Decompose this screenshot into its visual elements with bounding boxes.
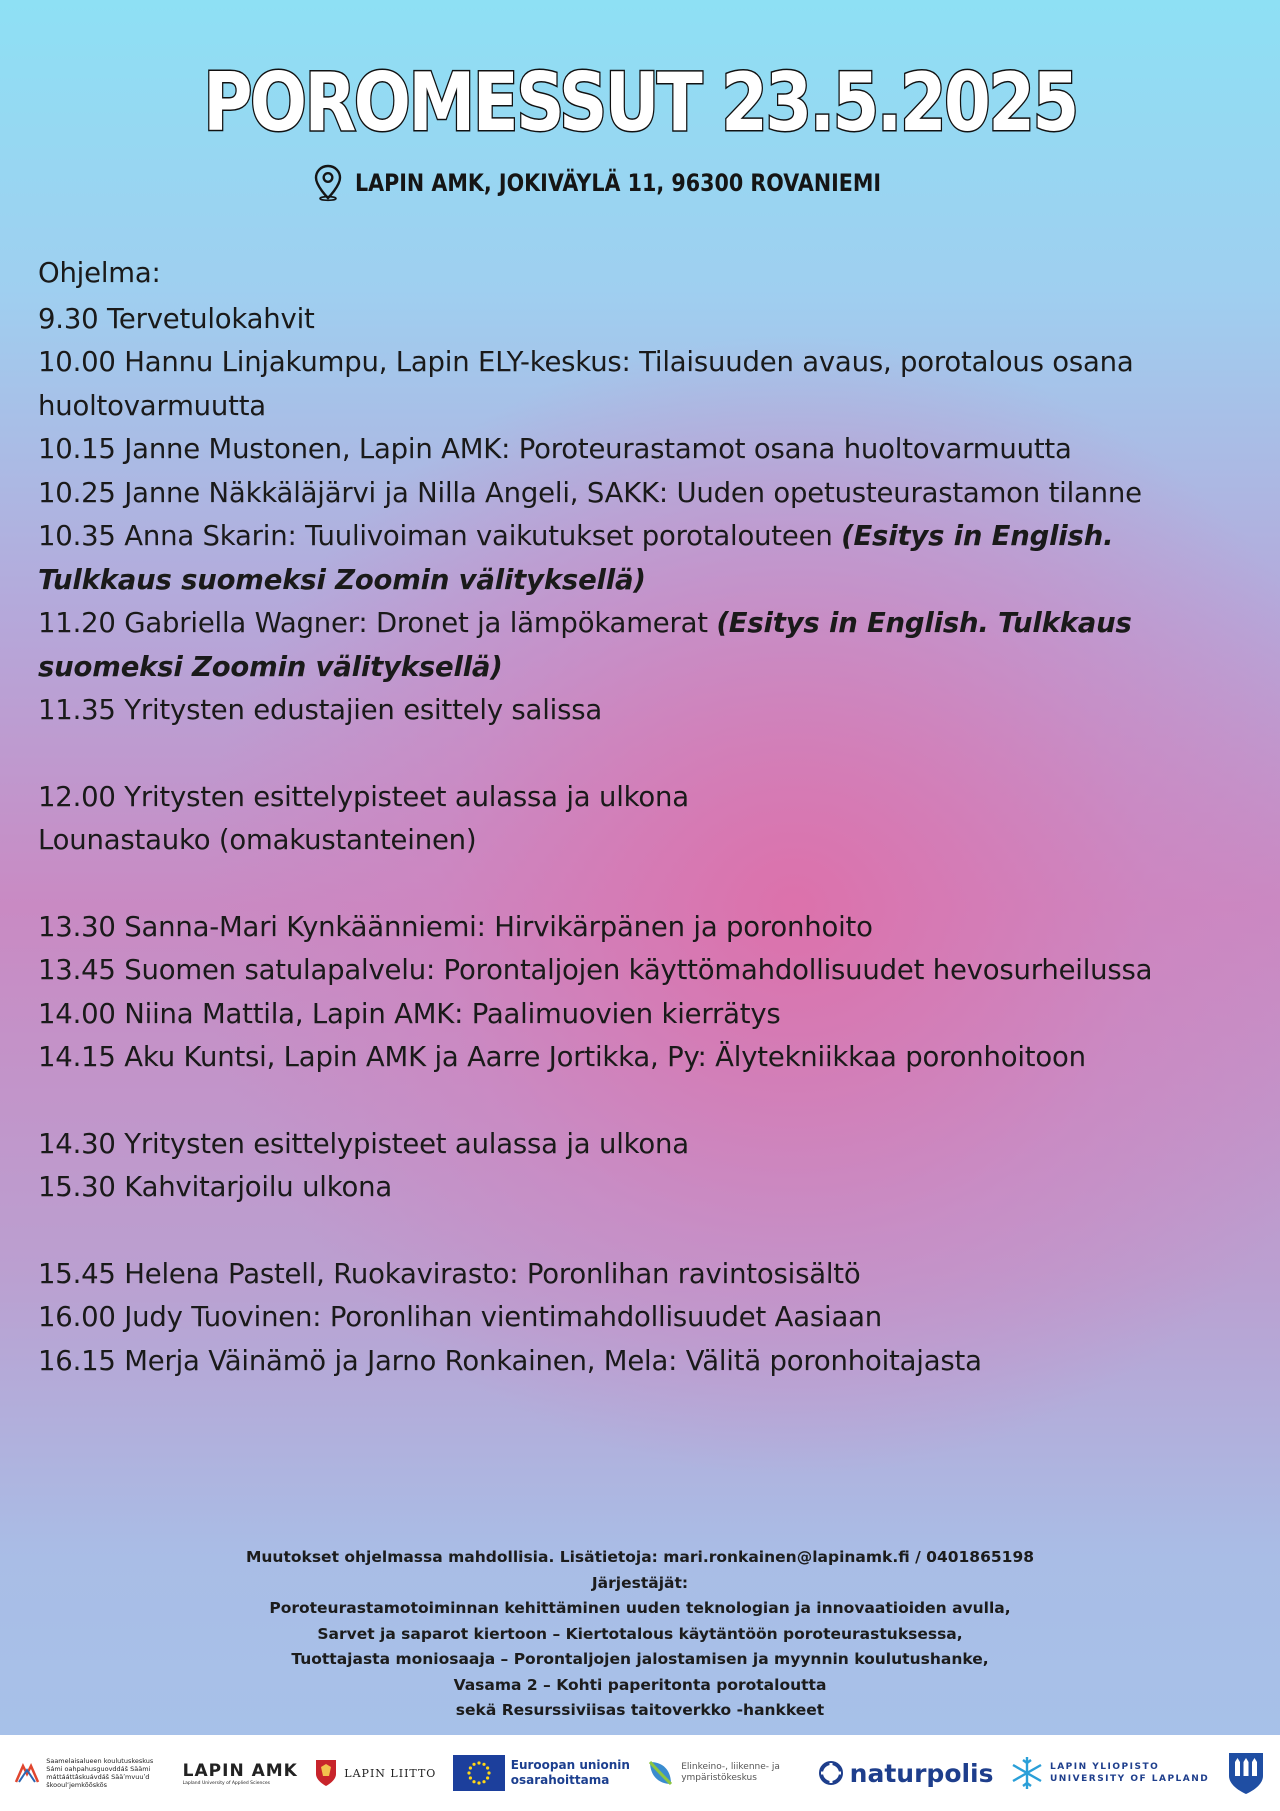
program-item: 13.45 Suomen satulapalvelu: Porontaljojen käyttömahdollisuudet hevosurheilussa xyxy=(38,954,1153,986)
program-item: 15.30 Kahvitarjoilu ulkona xyxy=(38,1171,392,1203)
program-item: Lounastauko (omakustanteinen) xyxy=(38,824,477,856)
program-item: 16.15 Merja Väinämö ja Jarno Ronkainen, Mela: Välitä poronhoitajasta xyxy=(38,1344,982,1377)
lapin-liitto-logo-text: LAPIN LIITTO xyxy=(344,1766,437,1780)
eu-cofunded-logo xyxy=(453,1755,631,1791)
program-item: 13.30 Sanna-Mari Kynkäänniemi: Hirvikärpänen ja poronhoito xyxy=(38,910,873,943)
program-item-text: 11.20 Gabriella Wagner: Dronet ja lämpökamerat xyxy=(38,607,717,639)
program-item: 15.45 Helena Pastell, Ruokavirasto: Poronlihan ravintosisältö xyxy=(38,1257,861,1290)
crest-shield-icon xyxy=(1226,1750,1266,1796)
spacer xyxy=(38,863,1248,906)
coat-of-arms-icon xyxy=(314,1758,338,1788)
program-item: 10.15 Janne Mustonen, Lapin AMK: Poroteurastamot osana huoltovarmuutta xyxy=(38,433,1072,465)
organizers-footer xyxy=(0,1545,1280,1724)
naturpolis-logo-text: naturpolis xyxy=(849,1758,994,1788)
footer-project: Vasama 2 – Kohti paperitonta porotaloutta xyxy=(453,1675,827,1694)
event-location xyxy=(0,164,1280,202)
footer-project: Poroteurastamotoiminnan kehittäminen uuden teknologian ja innovaatioiden avulla, xyxy=(269,1599,1011,1617)
ulapland-logo-text-en: UNIVERSITY OF LAPLAND xyxy=(1049,1774,1210,1784)
program-item: 12.00 Yritysten esittelypisteet aulassa ja ulkona xyxy=(38,780,689,813)
saami-logo-text: Saamelaisalueen koulutuskeskus Sámi oahpahusguovddáš Säämi máttááttâskuávdáš Sääʹmvuuʹd škooulʼjemkõõskõs xyxy=(46,1757,154,1789)
footer-project: Sarvet ja saparot kiertoon – Kiertotalous käytäntöön poroteurastuksessa, xyxy=(317,1624,963,1643)
program-item: 14.30 Yritysten esittelypisteet aulassa ja ulkona xyxy=(38,1127,689,1160)
lapin-amk-logo xyxy=(183,1761,298,1786)
spacer xyxy=(38,733,1248,776)
program-item: 10.00 Hannu Linjakumpu, Lapin ELY-keskus: Tilaisuuden avaus, porotalous osana huoltovarmuutta xyxy=(38,346,1134,422)
municipal-crest-logo xyxy=(1226,1750,1266,1796)
spacer xyxy=(38,1210,1248,1253)
map-pin-icon xyxy=(313,164,343,202)
footer-project: Tuottajasta moniosaaja – Porontaljojen jalostamisen ja myynnin koulutushanke, xyxy=(291,1650,989,1668)
naturpolis-logo xyxy=(818,1759,994,1788)
program-item-text: 10.35 Anna Skarin: Tuulivoiman vaikutukset porotalouteen xyxy=(38,520,842,552)
saami-mark-icon xyxy=(14,1762,40,1784)
snowflake-icon xyxy=(1010,1754,1044,1792)
ulapland-logo-text-fi: LAPIN YLIOPISTO xyxy=(1049,1762,1160,1772)
ely-leaf-icon xyxy=(647,1758,675,1788)
program-item: 16.00 Judy Tuovinen: Poronlihan vientimahdollisuudet Aasiaan xyxy=(38,1301,882,1333)
page-title: POROMESSUT 23.5.2025 xyxy=(203,56,1077,149)
naturpolis-mark-icon xyxy=(818,1760,844,1786)
saami-education-logo xyxy=(14,1757,166,1789)
program-item: 14.15 Aku Kuntsi, Lapin AMK ja Aarre Jortikka, Py: Älytekniikkaa poronhoitoon xyxy=(38,1041,1086,1073)
partner-logos-bar xyxy=(0,1735,1280,1811)
program-item: 14.00 Niina Mattila, Lapin AMK: Paalimuovien kierrätys xyxy=(38,997,781,1030)
location-address: LAPIN AMK, JOKIVÄYLÄ 11, 96300 ROVANIEMI xyxy=(355,169,882,197)
program-item xyxy=(38,515,1248,602)
lapin-amk-logo-subtext: Lapland University of Applied Sciences xyxy=(182,1780,270,1786)
program-item: 11.35 Yritysten edustajien esittely salissa xyxy=(38,694,602,726)
eu-flag-icon xyxy=(453,1755,505,1791)
ely-logo-text: Elinkeino-, liikenne- ja ympäristökeskus xyxy=(681,1762,780,1783)
program-item-note: (Esitys in English. Tulkkaus suomeksi Zoomin välityksellä) xyxy=(38,607,1132,683)
spacer xyxy=(38,1080,1248,1123)
program-item-note: (Esitys in English. Tulkkaus suomeksi Zoomin välityksellä) xyxy=(38,520,1114,596)
program-item xyxy=(38,602,1248,689)
ely-centre-logo xyxy=(647,1758,801,1788)
footer-contact: Muutokset ohjelmassa mahdollisia. Lisätietoja: mari.ronkainen@lapinamk.fi / 0401865198 xyxy=(245,1548,1035,1566)
lapin-liitto-logo xyxy=(314,1758,436,1788)
lapin-amk-logo-text: LAPIN AMK xyxy=(182,1760,298,1781)
program-list xyxy=(38,252,1248,1383)
university-of-lapland-logo xyxy=(1010,1754,1209,1792)
eu-logo-text: Euroopan unionin osarahoittama xyxy=(510,1758,630,1787)
program-item: 10.25 Janne Näkkäläjärvi ja Nilla Angeli, SAKK: Uuden opetusteurastamon tilanne xyxy=(38,476,1142,509)
program-heading: Ohjelma: xyxy=(38,257,161,289)
footer-organizers-heading: Järjestäjät: xyxy=(591,1573,689,1592)
program-item: 9.30 Tervetulokahvit xyxy=(38,302,315,335)
footer-project: sekä Resurssiviisas taitoverkko -hankkeet xyxy=(455,1701,825,1719)
poster-header xyxy=(0,55,1280,151)
